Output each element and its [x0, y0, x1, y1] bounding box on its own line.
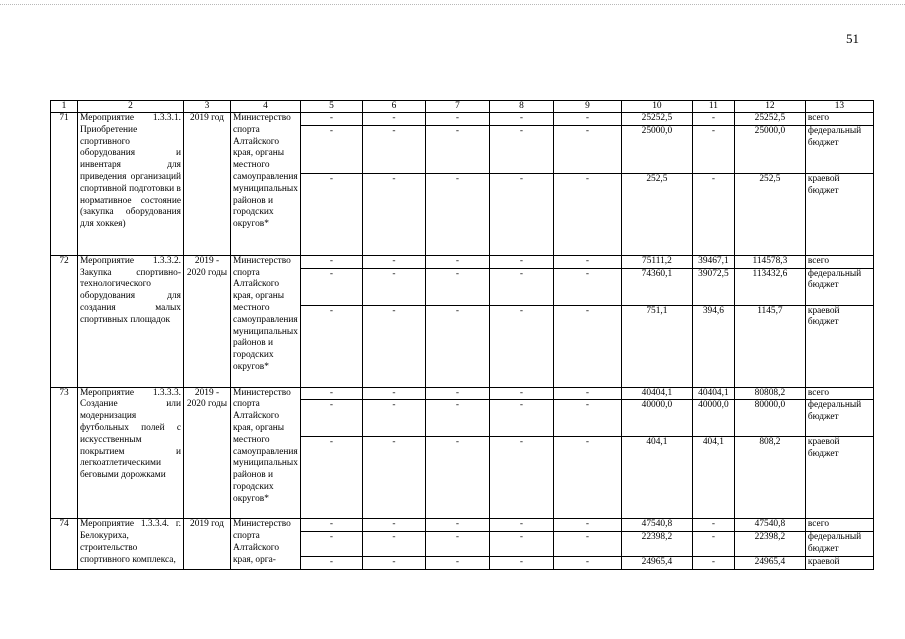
value-cell-5: - [300, 387, 362, 400]
value-cell-8: - [489, 532, 553, 557]
value-cell-8: - [489, 556, 553, 569]
value-cell-10: 404,1 [621, 437, 692, 519]
value-cell-12: 24965,4 [734, 556, 805, 569]
value-cell-5: - [300, 173, 362, 255]
value-cell-6: - [362, 556, 425, 569]
value-cell-5: - [300, 305, 362, 387]
value-cell-7: - [425, 532, 489, 557]
value-cell-11: - [692, 113, 734, 126]
value-cell-8: - [489, 255, 553, 268]
value-cell-12: 47540,8 [734, 519, 805, 532]
value-cell-8: - [489, 113, 553, 126]
value-cell-6: - [362, 173, 425, 255]
value-cell-7: - [425, 113, 489, 126]
value-cell-10: 40404,1 [621, 387, 692, 400]
value-cell-8: - [489, 305, 553, 387]
value-cell-6: - [362, 519, 425, 532]
funding-source-cell: федеральный бюджет [805, 268, 873, 305]
value-cell-10: 74360,1 [621, 268, 692, 305]
row-number-cell: 74 [51, 519, 78, 569]
executor-cell: Министерство спорта Алтайского края, органы местного самоуправления муниципальных районов и городских округов* [231, 113, 301, 256]
header-cell: 9 [553, 101, 621, 113]
value-cell-9: - [553, 437, 621, 519]
value-cell-5: - [300, 255, 362, 268]
value-cell-10: 75111,2 [621, 255, 692, 268]
value-cell-10: 25252,5 [621, 113, 692, 126]
value-cell-11: 404,1 [692, 437, 734, 519]
header-cell: 7 [425, 101, 489, 113]
value-cell-5: - [300, 437, 362, 519]
header-cell: 3 [184, 101, 231, 113]
value-cell-11: - [692, 532, 734, 557]
header-cell: 13 [805, 101, 873, 113]
value-cell-10: 40000,0 [621, 400, 692, 437]
value-cell-9: - [553, 113, 621, 126]
value-cell-9: - [553, 532, 621, 557]
funding-source-cell: всего [805, 255, 873, 268]
header-cell: 1 [51, 101, 78, 113]
value-cell-12: 1145,7 [734, 305, 805, 387]
value-cell-12: 113432,6 [734, 268, 805, 305]
value-cell-6: - [362, 125, 425, 173]
value-cell-7: - [425, 387, 489, 400]
value-cell-7: - [425, 519, 489, 532]
value-cell-6: - [362, 387, 425, 400]
value-cell-5: - [300, 519, 362, 532]
header-cell: 5 [300, 101, 362, 113]
value-cell-10: 47540,8 [621, 519, 692, 532]
budget-table [50, 100, 874, 570]
value-cell-11: 40000,0 [692, 400, 734, 437]
value-cell-5: - [300, 400, 362, 437]
header-cell: 12 [734, 101, 805, 113]
row-number-cell: 71 [51, 113, 78, 256]
value-cell-7: - [425, 255, 489, 268]
value-cell-9: - [553, 400, 621, 437]
value-cell-11: - [692, 556, 734, 569]
value-cell-12: 80000,0 [734, 400, 805, 437]
value-cell-9: - [553, 255, 621, 268]
activity-cell: Мероприятие 1.3.3.4. г. Белокуриха, строительство спортивного комплекса, [78, 519, 184, 569]
period-cell: 2019 год [184, 113, 231, 256]
activity-cell: Мероприятие 1.3.3.1. Приобретение спортивного оборудования и инвентаря для приведения организаций спортивной подготовки в нормативное состояние (закупка оборудования для хоккея) [78, 113, 184, 256]
funding-source-cell: федеральный бюджет [805, 400, 873, 437]
value-cell-9: - [553, 305, 621, 387]
value-cell-5: - [300, 532, 362, 557]
value-cell-12: 22398,2 [734, 532, 805, 557]
value-cell-12: 25000,0 [734, 125, 805, 173]
value-cell-11: 40404,1 [692, 387, 734, 400]
value-cell-8: - [489, 519, 553, 532]
funding-source-cell: краевой бюджет [805, 305, 873, 387]
value-cell-8: - [489, 387, 553, 400]
value-cell-5: - [300, 268, 362, 305]
value-cell-11: - [692, 125, 734, 173]
value-cell-6: - [362, 113, 425, 126]
funding-source-cell: федеральный бюджет [805, 125, 873, 173]
header-cell: 8 [489, 101, 553, 113]
value-cell-10: 25000,0 [621, 125, 692, 173]
executor-cell: Министерство спорта Алтайского края, орга- [231, 519, 301, 569]
value-cell-12: 808,2 [734, 437, 805, 519]
value-cell-12: 25252,5 [734, 113, 805, 126]
header-cell: 6 [362, 101, 425, 113]
value-cell-7: - [425, 125, 489, 173]
value-cell-10: 751,1 [621, 305, 692, 387]
period-cell: 2019 - 2020 годы [184, 387, 231, 519]
table-row [51, 387, 874, 400]
header-cell: 2 [78, 101, 184, 113]
value-cell-5: - [300, 113, 362, 126]
header-cell: 4 [231, 101, 301, 113]
value-cell-11: 394,6 [692, 305, 734, 387]
header-cell: 11 [692, 101, 734, 113]
funding-source-cell: федеральный бюджет [805, 532, 873, 557]
value-cell-8: - [489, 268, 553, 305]
value-cell-9: - [553, 387, 621, 400]
period-cell: 2019 год [184, 519, 231, 569]
row-number-cell: 72 [51, 255, 78, 387]
value-cell-7: - [425, 437, 489, 519]
value-cell-8: - [489, 125, 553, 173]
row-number-cell: 73 [51, 387, 78, 519]
value-cell-12: 80808,2 [734, 387, 805, 400]
value-cell-6: - [362, 400, 425, 437]
value-cell-6: - [362, 437, 425, 519]
value-cell-11: 39467,1 [692, 255, 734, 268]
value-cell-9: - [553, 556, 621, 569]
executor-cell: Министерство спорта Алтайского края, органы местного самоуправления муниципальных районов и городских округов* [231, 255, 301, 387]
value-cell-7: - [425, 173, 489, 255]
value-cell-12: 252,5 [734, 173, 805, 255]
executor-cell: Министерство спорта Алтайского края, органы местного самоуправления муниципальных районов и городских округов* [231, 387, 301, 519]
header-cell: 10 [621, 101, 692, 113]
value-cell-9: - [553, 268, 621, 305]
value-cell-9: - [553, 173, 621, 255]
value-cell-9: - [553, 125, 621, 173]
value-cell-7: - [425, 556, 489, 569]
value-cell-8: - [489, 437, 553, 519]
funding-source-cell: краевой [805, 556, 873, 569]
activity-cell: Мероприятие 1.3.3.2. Закупка спортивно-технологического оборудования для создания малых спортивных площадок [78, 255, 184, 387]
value-cell-12: 114578,3 [734, 255, 805, 268]
value-cell-6: - [362, 255, 425, 268]
funding-source-cell: всего [805, 519, 873, 532]
value-cell-5: - [300, 556, 362, 569]
value-cell-9: - [553, 519, 621, 532]
value-cell-7: - [425, 268, 489, 305]
table-row [51, 113, 874, 126]
value-cell-11: - [692, 519, 734, 532]
value-cell-7: - [425, 305, 489, 387]
page-number: 51 [846, 31, 859, 46]
header-row [51, 101, 874, 113]
value-cell-5: - [300, 125, 362, 173]
value-cell-10: 24965,4 [621, 556, 692, 569]
funding-source-cell: всего [805, 387, 873, 400]
table-row [51, 519, 874, 532]
activity-cell: Мероприятие 1.3.3.3. Создание или модернизация футбольных полей с искусственным покрытием и легкоатлетическими беговыми дорожками [78, 387, 184, 519]
value-cell-6: - [362, 532, 425, 557]
funding-source-cell: краевой бюджет [805, 173, 873, 255]
value-cell-8: - [489, 400, 553, 437]
value-cell-6: - [362, 268, 425, 305]
value-cell-8: - [489, 173, 553, 255]
funding-source-cell: всего [805, 113, 873, 126]
value-cell-11: - [692, 173, 734, 255]
funding-source-cell: краевой бюджет [805, 437, 873, 519]
table-row [51, 255, 874, 268]
value-cell-10: 252,5 [621, 173, 692, 255]
value-cell-6: - [362, 305, 425, 387]
value-cell-11: 39072,5 [692, 268, 734, 305]
scan-top-edge [0, 4, 905, 5]
period-cell: 2019 - 2020 годы [184, 255, 231, 387]
table-body [51, 101, 874, 570]
value-cell-10: 22398,2 [621, 532, 692, 557]
value-cell-7: - [425, 400, 489, 437]
